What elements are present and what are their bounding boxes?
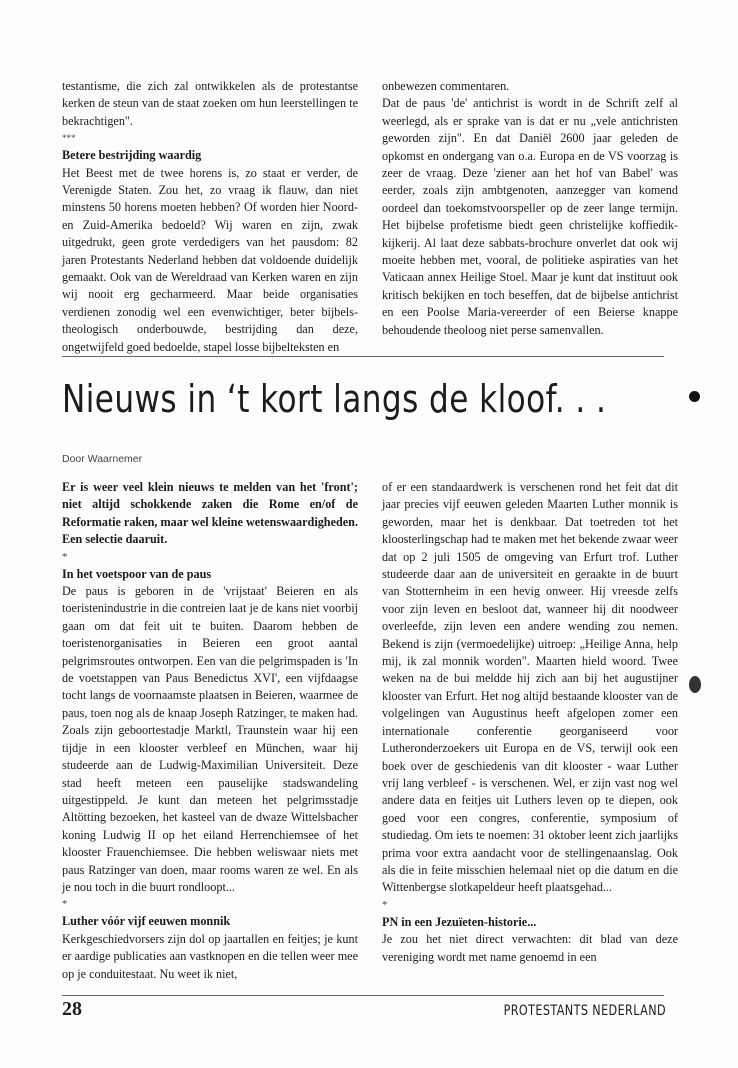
paragraph: Kerkgeschiedvorsers zijn dol op jaartallen en feitjes; je kunt er aardige publicaties aan vastknopen en die tellen weer mee op je conduitestaat. Nu weet ik niet,: [62, 931, 358, 981]
bullet-dot-icon: [689, 391, 700, 402]
paragraph: testantisme, die zich zal ontwikkelen als de protestantse kerken de steun van de staat zoeken om hun leerstellingen te bekrachtigen".: [62, 79, 358, 128]
continued-right-column: [382, 78, 678, 339]
paragraph: Je zou het niet direct verwachten: dit blad van deze vereniging wordt met name genoemd in een: [382, 932, 678, 964]
publication-name: PROTESTANTS NEDERLAND: [503, 1003, 666, 1019]
bullet-marker: *: [382, 898, 388, 911]
bullet-marker: *: [62, 898, 68, 911]
byline: Door Waarnemer: [62, 453, 143, 465]
bullet-marker: *: [62, 550, 68, 563]
separator-stars: ***: [62, 133, 76, 144]
section-heading: In het voetspoor van de paus: [62, 566, 212, 581]
paragraph: of er een standaardwerk is verschenen rond het feit dat dit jaar precies vijf eeuwen geleden Maarten Luther monnik is geworden, maar het is denkbaar. Dat toetreden tot het kloosterlingschap had te maken met het bekende zwaar weer dat op 2 juli 1505 de omgeving van Erfurt trof. Luther studeerde daar aan de universiteit en geraakte in de buurt van Stotternheim in een hevig onweer. Hij vreesde zelfs voor zijn leven en besloot dat, wanneer hij dit noodweer overleefde, zijn leven een andere wending zou nemen. Bekend is zijn (vermoedelijke) uitroep: „Heilige Anna, help mij, ik zal monnik worden". Maarten hield woord. Twee weken na de bui meldde hij zich aan bij het augustijner klooster van Erfurt. Het nog altijd bestaande klooster van de volgelingen van Augustinus heeft afgelopen zomer een internationale conferentie georganiseerd voor Lutheronderzoekers uit Europa en de VS, terwijl ook een boek over de geschiedenis van dit klooster - waar Luther vrij lang verbleef - is verschenen. Wel, er zijn vast nog wel andere data en feitjes uit Luthers leven op te diepen, ook goed voor een congres, conferentie, symposium of studiedag. Om iets te noemen: 31 oktober leent zich jaarlijks prima voor extra aandacht voor de stellingenaanslag. Ook als die in feite misschien helemaal niet op die datum en die Wittenbergse slotkapeldeur heeft plaatsgehad...: [382, 480, 678, 895]
section-heading: Betere bestrijding waardig: [62, 148, 202, 163]
section-heading: Luther vóór vijf eeuwen monnik: [62, 914, 231, 929]
article-headline: Nieuws in ‘t kort langs de kloof. . .: [62, 377, 607, 421]
paragraph: Dat de paus 'de' antichrist is wordt in de Schrift zelf al weerlegd, als er sprake van is dat er nu „vele antichristen geworden zijn". En dat Daniël 2600 jaar geleden de opkomst en ondergang van o.a. Europa en de VS voorzag is zeer de vraag. Deze 'ziener aan het hof van Babel' was eerder, zoals zijn ambtgenoten, aanzegger van komend oordeel dan toekomstvoorspeller op de zeer lange termijn. Het bijbelse profetisme biedt geen christelijke koffiedik-kijkerij. Al laat deze sabbats-brochure onverlet dat ook wij moeite hebben met, vooral, de politieke aspiraties van het Vaticaan annex Heilige Stoel. Maar je kunt dat instituut ook kritisch bekijken en toch beseffen, dat de bijbelse antichrist en een Poolse Maria-vereerder of een Beierse knappe behoudende theoloog niet perse samenvallen.: [382, 96, 678, 337]
footer-divider: [62, 995, 664, 996]
section-heading: PN in een Jezuïeten-historie...: [382, 914, 537, 929]
article-right-column: [382, 479, 678, 966]
page-number: 28: [62, 998, 82, 1020]
divider: [62, 356, 664, 357]
continued-left-column: [62, 78, 358, 356]
paragraph: Het Beest met de twee horens is, zo staat er verder, de Verenigde Staten. Zou het, zo vraag ik flauw, dan niet minstens 50 horens moeten hebben? Of worden hier Noord- en Zuid-Amerika bedoeld? Wij waren en zijn, zwak uitgedrukt, geen grote verdedigers van het pausdom: 82 jaren Protestants Nederland hebben dat voldoende duidelijk gemaakt. Ook van de Wereldraad van Kerken waren en zijn wij nooit erg gecharmeerd. Maar beide organisaties verdienen zonodig wel een evenwichtiger, beter bijbels-theologisch onderbouwde, bestrijding dan deze, ongetwijfeld goed bedoelde, stapel losse bijbelteksten en: [62, 165, 358, 354]
article-left-column: [62, 479, 358, 983]
punch-hole-icon: [689, 676, 701, 693]
paragraph: onbewezen commentaren.: [382, 79, 510, 93]
paragraph: De paus is geboren in de 'vrijstaat' Beieren en als toeristenindustrie in die contreien laat je de kans niet voorbij gaan om dat feit uit te buiten. Daarom hebben de toeristenorganisaties in Beieren een groot aantal pelgrimsroutes ontworpen. Een van die pelgrimspaden is 'In de voetstappen van Paus Benedictus XVI', een vijfdaagse tocht langs de voornaamste plaatsen in Beieren, waarmee de paus, toen nog als de knaap Joseph Ratzinger, te maken had. Zoals zijn geboortestadje Marktl, Traunstein waar hij een tijdje in een klooster verbleef en München, waar hij studeerde aan de Ludwig-Maximilian Universiteit. Deze stad heeft meteen een pauselijke stadswandeling uitgestippeld. Je kunt dan meteen het pelgrimsstadje Altötting bezoeken, het kasteel van de dwaze Wittelsbacher koning Ludwig II op het eiland Herrenchiemsee of het klooster Frauenchiemsee. Die hebben weliswaar niets met paus Ratzinger van doen, maar rooms waren ze wel. En als je nou toch in die buurt rondloopt...: [62, 584, 358, 894]
article-intro: Er is weer veel klein nieuws te melden van het 'front'; niet altijd schokkende zaken die Rome en/of de Reformatie raken, maar wel kleine wetenswaardigheden. Een selectie daaruit.: [62, 480, 358, 547]
